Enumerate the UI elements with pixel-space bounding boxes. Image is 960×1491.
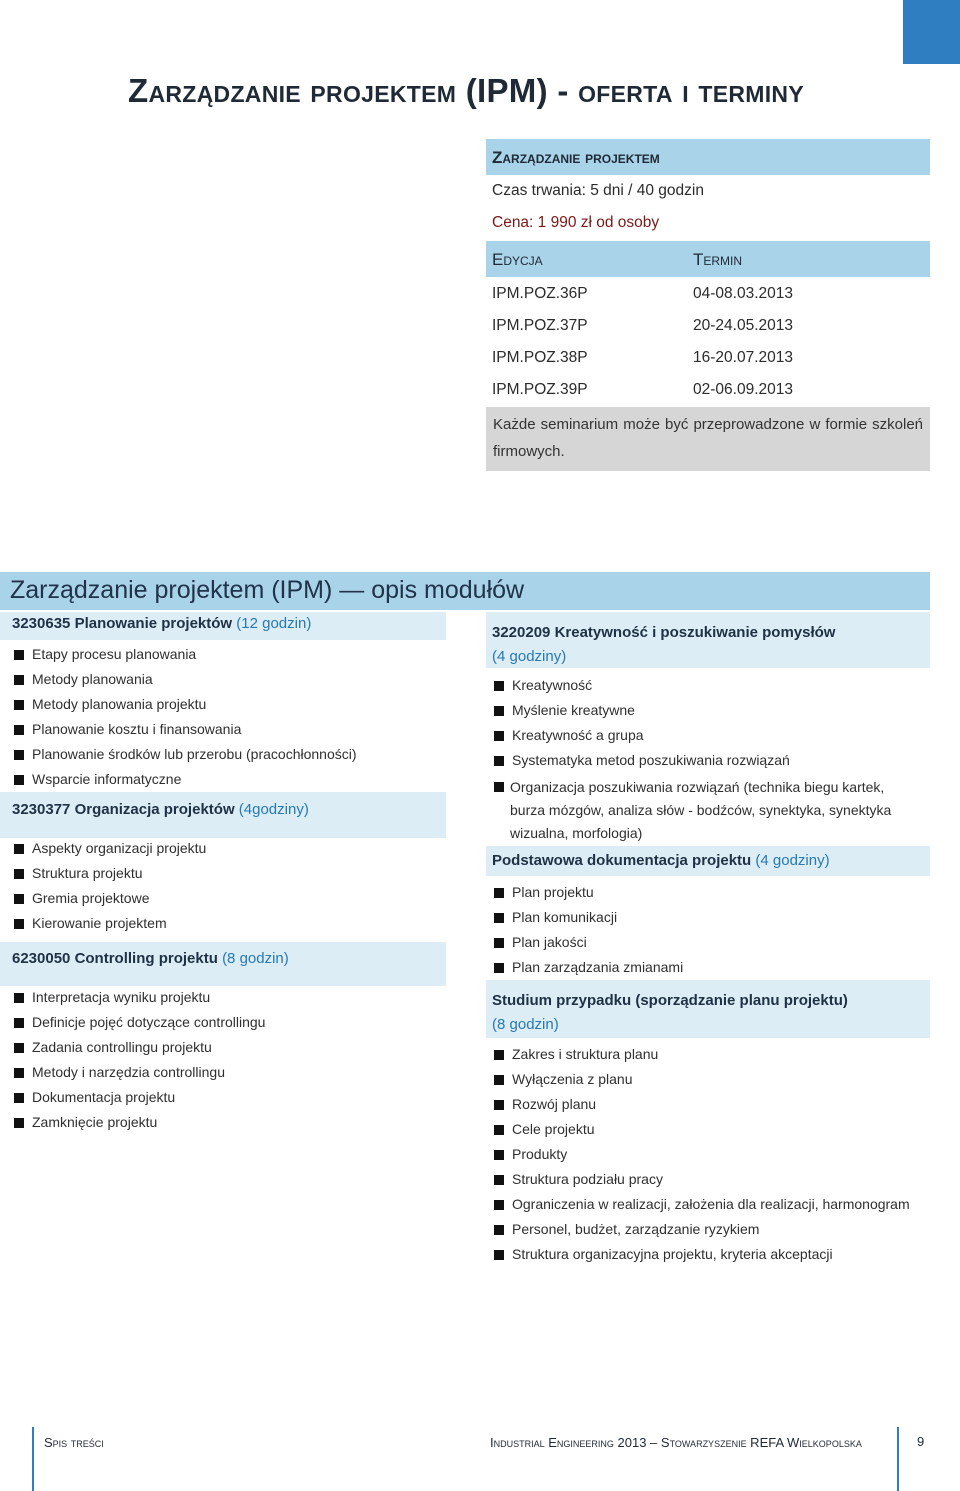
- module-duration: (8 godzin): [492, 1016, 559, 1033]
- list-item: Definicje pojęć dotyczące controllingu: [14, 1014, 265, 1030]
- list-item: Rozwój planu: [494, 1096, 596, 1112]
- module-title: [12, 950, 289, 967]
- list-item: Metody planowania projektu: [14, 696, 206, 712]
- list-item: Systematyka metod poszukiwania rozwiązań: [494, 752, 790, 768]
- module-duration: (4 godziny): [492, 648, 567, 665]
- bullet-square-icon: [14, 844, 24, 854]
- bullet-square-icon: [494, 1175, 504, 1185]
- bullet-square-icon: [494, 1200, 504, 1210]
- list-item: Interpretacja wyniku projektu: [14, 989, 210, 1005]
- list-item: Struktura organizacyjna projektu, kryteria akceptacji: [494, 1246, 833, 1262]
- bullet-square-icon: [494, 913, 504, 923]
- bullet-square-icon: [14, 919, 24, 929]
- list-item: Zakres i struktura planu: [494, 1046, 658, 1062]
- bullet-square-icon: [494, 756, 504, 766]
- edition-cell: IPM.POZ.36P: [492, 285, 588, 302]
- offer-box: [486, 139, 930, 471]
- bullet-square-icon: [494, 1125, 504, 1135]
- list-item: Personel, budżet, zarządzanie ryzykiem: [494, 1221, 759, 1237]
- footer-divider: [32, 1427, 34, 1491]
- bullet-square-icon: [14, 993, 24, 1003]
- list-item: Metody i narzędzia controllingu: [14, 1064, 225, 1080]
- footer-divider: [897, 1427, 899, 1491]
- list-item: Gremia projektowe: [14, 890, 150, 906]
- toc-link[interactable]: Spis treści: [44, 1435, 104, 1450]
- list-item: Planowanie środków lub przerobu (pracochłonności): [14, 746, 357, 762]
- column-header-date: Termin: [693, 250, 743, 269]
- list-item: Zadania controllingu projektu: [14, 1039, 212, 1055]
- bullet-square-icon: [14, 1118, 24, 1128]
- module-name: 3220209 Kreatywność i poszukiwanie pomysłów: [492, 624, 836, 641]
- page-title: Zarządzanie projektem (IPM) - oferta i terminy: [128, 72, 804, 109]
- list-item: Aspekty organizacji projektu: [14, 840, 206, 856]
- bullet-square-icon: [14, 869, 24, 879]
- bullet-square-icon: [494, 1100, 504, 1110]
- date-cell: 16-20.07.2013: [693, 349, 793, 366]
- date-cell: 02-06.09.2013: [693, 381, 793, 398]
- module-title: [492, 989, 848, 1037]
- module-duration: (12 godzin): [236, 615, 312, 632]
- offer-header: Zarządzanie projektem: [486, 139, 930, 175]
- bullet-square-icon: [14, 700, 24, 710]
- bullet-square-icon: [494, 938, 504, 948]
- bullet-square-icon: [494, 1150, 504, 1160]
- module-name: Studium przypadku (sporządzanie planu projektu): [492, 992, 848, 1009]
- bullet-square-icon: [494, 963, 504, 973]
- bullet-square-icon: [14, 1093, 24, 1103]
- module-name: Podstawowa dokumentacja projektu: [492, 852, 752, 869]
- table-row: [486, 373, 930, 405]
- bullet-square-icon: [14, 1068, 24, 1078]
- list-item: Plan komunikacji: [494, 909, 617, 925]
- list-item: Struktura podziału pracy: [494, 1171, 663, 1187]
- edition-cell: IPM.POZ.37P: [492, 317, 588, 334]
- module-duration: (4godziny): [238, 801, 309, 818]
- bullet-square-icon: [14, 750, 24, 760]
- list-item: Plan jakości: [494, 934, 587, 950]
- list-item: Metody planowania: [14, 671, 153, 687]
- bullet-square-icon: [494, 1075, 504, 1085]
- bullet-square-icon: [494, 1250, 504, 1260]
- table-row: [486, 277, 930, 309]
- module-title: [492, 852, 830, 869]
- list-item: Cele projektu: [494, 1121, 595, 1137]
- list-item: Wyłączenia z planu: [494, 1071, 633, 1087]
- list-item: Wsparcie informatyczne: [14, 771, 181, 787]
- module-title: [12, 615, 311, 632]
- date-cell: 04-08.03.2013: [693, 285, 793, 302]
- footer-publication: Industrial Engineering 2013 – Stowarzyszenie REFA Wielkopolska: [490, 1435, 862, 1450]
- list-item: Plan zarządzania zmianami: [494, 959, 683, 975]
- bullet-square-icon: [494, 731, 504, 741]
- bullet-square-icon: [14, 650, 24, 660]
- bullet-square-icon: [494, 782, 504, 792]
- module-duration: (8 godzin): [222, 950, 289, 967]
- page-number: 9: [917, 1434, 925, 1449]
- list-item: Kreatywność: [494, 677, 592, 693]
- module-name: 3230635 Planowanie projektów: [12, 615, 233, 632]
- list-item: Dokumentacja projektu: [14, 1089, 175, 1105]
- bullet-square-icon: [494, 1050, 504, 1060]
- offer-price: Cena: 1 990 zł od osoby: [492, 214, 660, 231]
- bullet-square-icon: [14, 775, 24, 785]
- column-header-edition: Edycja: [492, 250, 543, 269]
- date-cell: 20-24.05.2013: [693, 317, 793, 334]
- bullet-square-icon: [494, 681, 504, 691]
- module-name: 6230050 Controlling projektu: [12, 950, 218, 967]
- module-duration: (4 godziny): [755, 852, 830, 869]
- section-title: Zarządzanie projektem (IPM) — opis modułów: [10, 576, 525, 604]
- list-item: Planowanie kosztu i finansowania: [14, 721, 241, 737]
- list-item: Etapy procesu planowania: [14, 646, 196, 662]
- list-item: Plan projektu: [494, 884, 594, 900]
- edition-cell: IPM.POZ.38P: [492, 349, 588, 366]
- list-item: Produkty: [494, 1146, 567, 1162]
- bullet-square-icon: [14, 894, 24, 904]
- list-item: Zamknięcie projektu: [14, 1114, 157, 1130]
- offer-duration: Czas trwania: 5 dni / 40 godzin: [492, 182, 704, 199]
- edition-cell: IPM.POZ.39P: [492, 381, 588, 398]
- list-item: Myślenie kreatywne: [494, 702, 635, 718]
- list-item: Kierowanie projektem: [14, 915, 167, 931]
- bullet-square-icon: [14, 1018, 24, 1028]
- bullet-square-icon: [14, 1043, 24, 1053]
- table-row: [486, 309, 930, 341]
- module-title: [492, 621, 835, 669]
- schedule-header-row: [486, 241, 930, 277]
- bullet-square-icon: [494, 888, 504, 898]
- list-item: Struktura projektu: [14, 865, 143, 881]
- corner-accent-block: [903, 0, 960, 64]
- list-item: Organizacja poszukiwania rozwiązań (technika biegu kartek, burza mózgów, analiza słów - bodźców, synektyka, synektyka wizualna, morfologia): [494, 776, 918, 845]
- module-title: [12, 801, 309, 818]
- list-item: Ograniczenia w realizacji, założenia dla realizacji, harmonogram: [494, 1196, 910, 1212]
- table-row: [486, 341, 930, 373]
- bullet-square-icon: [14, 725, 24, 735]
- offer-note: Każde seminarium może być przeprowadzone w formie szkoleń firmowych.: [486, 407, 930, 471]
- bullet-square-icon: [494, 706, 504, 716]
- bullet-square-icon: [494, 1225, 504, 1235]
- module-name: 3230377 Organizacja projektów: [12, 801, 235, 818]
- bullet-square-icon: [14, 675, 24, 685]
- list-item: Kreatywność a grupa: [494, 727, 644, 743]
